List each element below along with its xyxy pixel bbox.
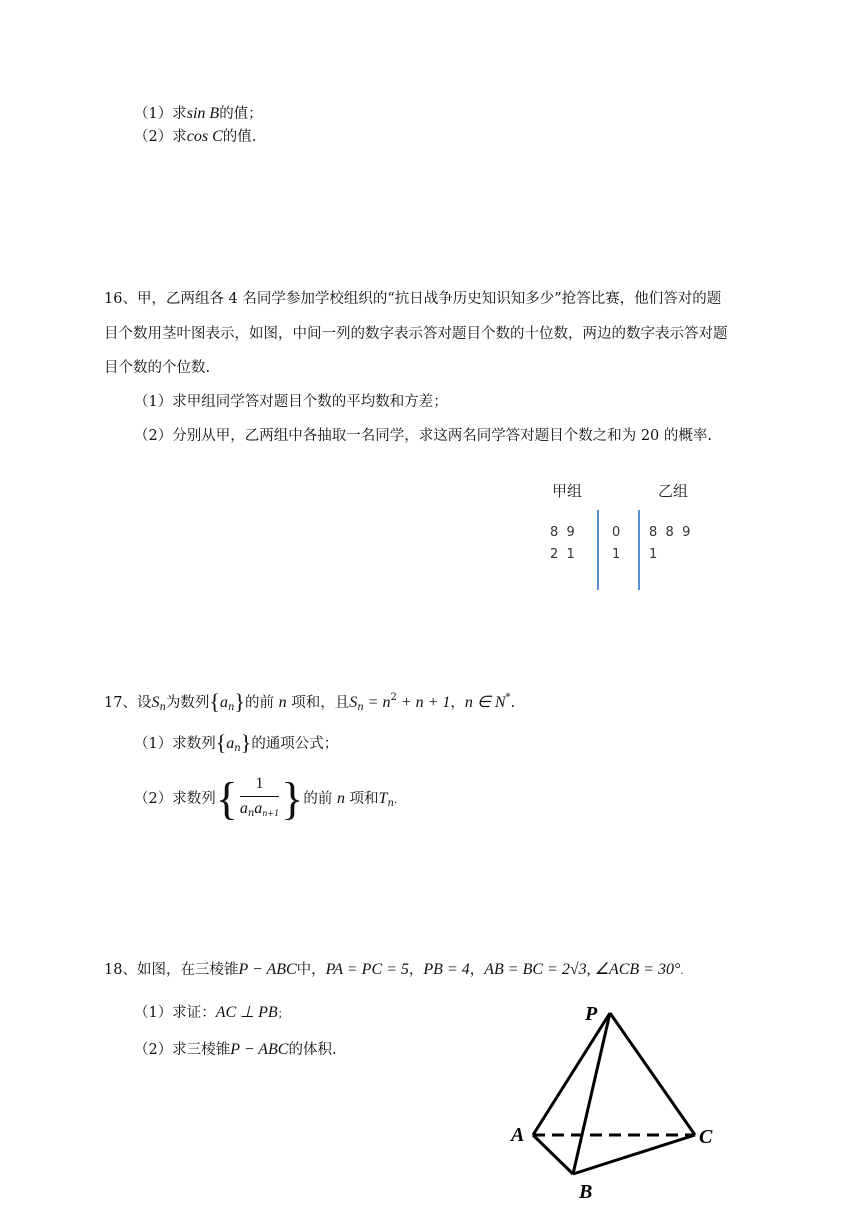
- q17-part2-mid: 的前: [303, 791, 333, 807]
- q18-part2-prefix: （2）求三棱锥: [134, 1042, 231, 1058]
- q17-S-sub: n: [159, 702, 166, 713]
- q17-part2-brace-open: {: [215, 773, 238, 824]
- edge-BC: [573, 1135, 695, 1174]
- q17-part1-brace-open: {: [215, 730, 227, 755]
- edge-PC: [610, 1013, 695, 1135]
- stem-leaf-plot: [540, 478, 740, 598]
- q17-part2-prefix: （2）求数列: [134, 791, 216, 807]
- q17-fraction: [240, 774, 279, 824]
- stem-leaf-row1-stem: 0: [612, 525, 621, 540]
- tetrahedron-figure: [505, 995, 735, 1205]
- vertex-label-P: P: [585, 1003, 598, 1025]
- q17-S: S: [151, 694, 160, 711]
- q15-part2-suffix: 的值.: [222, 129, 257, 145]
- q17-part1-a-sub: n: [234, 743, 241, 754]
- q18-part1: [134, 1003, 289, 1024]
- q17-text1: 为数列: [165, 695, 210, 711]
- edge-PB: [573, 1013, 610, 1174]
- q18-stem: [104, 960, 684, 982]
- q15-part1: [134, 104, 263, 124]
- q17-part2-brace-close: }: [281, 773, 304, 824]
- q17-part1-a: a: [226, 735, 235, 752]
- q17-part1-suffix: 的通项公式；: [251, 736, 339, 752]
- q17-end: .: [510, 695, 516, 711]
- q17-part2-mid2: 项和: [349, 791, 379, 807]
- q17-brace-close: }: [234, 689, 245, 714]
- q17-part2-n: n: [336, 790, 345, 807]
- q17-a-sub: n: [227, 702, 235, 713]
- stem-leaf-row1-left: 8 9: [550, 525, 575, 540]
- q17-T-sub: n: [387, 798, 394, 809]
- stem-divider-right: [638, 510, 640, 590]
- q18-comma2: ，: [469, 962, 485, 978]
- q17-part1-brace-close: }: [240, 730, 252, 755]
- q17-text3: 项和，且: [291, 695, 350, 711]
- q18-cond2: PB = 4: [423, 961, 470, 978]
- q17-eq: = n: [363, 694, 391, 711]
- q17-prefix: 17、设: [104, 695, 152, 711]
- vertex-label-A: A: [511, 1124, 525, 1146]
- q17-fraction-numerator: 1: [240, 774, 279, 797]
- q15-part1-prefix: （1）求: [134, 106, 187, 122]
- q17-T: T: [378, 790, 388, 807]
- q18-part1-suffix: ；: [277, 1007, 289, 1020]
- q15-part2-prefix: （2）求: [134, 129, 187, 145]
- stem-divider-left: [597, 510, 599, 590]
- q17-comma: ，: [450, 695, 465, 711]
- q16-line3: 目个数的个位数.: [104, 360, 211, 376]
- q17-den-a2: a: [254, 800, 263, 817]
- q17-den-sub2: n+1: [262, 809, 280, 818]
- q15-part1-math: sin B: [186, 105, 220, 122]
- q18-part1-prefix: （1）求证：: [134, 1005, 216, 1021]
- q18-part2-suffix: 的体积.: [288, 1042, 337, 1058]
- q17-part2: [134, 774, 397, 824]
- q17-den-a1: a: [239, 800, 248, 817]
- q18-part2: [134, 1040, 337, 1060]
- q18-cond1: PA = PC = 5: [325, 961, 409, 978]
- q17-eq2: + n + 1: [396, 694, 451, 711]
- q18-comma1: ，: [408, 962, 424, 978]
- q18-mid: 中，: [296, 962, 326, 978]
- q17-text2: 的前: [244, 695, 274, 711]
- stem-leaf-right-header: 乙组: [658, 482, 689, 500]
- q18-prefix: 18、如图，在三棱锥: [104, 962, 239, 978]
- stem-leaf-row2-stem: 1: [612, 547, 621, 562]
- q17-n: n: [278, 694, 287, 711]
- q15-part1-suffix: 的值；: [219, 106, 263, 122]
- q17-square: 2: [390, 692, 397, 703]
- vertex-label-C: C: [699, 1126, 713, 1148]
- q18-cond3: AB = BC = 2√3, ∠ACB = 30°: [484, 961, 681, 978]
- stem-leaf-row2-left: 2 1: [550, 547, 575, 562]
- q15-part2-math: cos C: [186, 128, 223, 145]
- q17-domain: n ∈ N: [464, 694, 506, 711]
- q17-fraction-denominator: [240, 797, 279, 824]
- q18-part1-math: AC ⊥ PB: [215, 1004, 278, 1021]
- q17-brace-open: {: [209, 689, 220, 714]
- q17-S2: S: [349, 694, 358, 711]
- edge-AB: [533, 1135, 573, 1174]
- q18-end: .: [680, 966, 684, 977]
- edge-PA: [533, 1013, 610, 1135]
- q17-S2-sub: n: [357, 702, 364, 713]
- q16-part1: （1）求甲组同学答对题目个数的平均数和方差；: [134, 394, 448, 410]
- q17-part1-prefix: （1）求数列: [134, 736, 216, 752]
- q18-part2-math: P − ABC: [230, 1041, 289, 1058]
- q17-stem: [104, 688, 515, 718]
- vertex-label-B: B: [579, 1181, 593, 1203]
- q17-a: a: [219, 694, 228, 711]
- q17-star: *: [505, 692, 511, 703]
- q18-pabc: P − ABC: [238, 961, 297, 978]
- q15-part2: [134, 127, 256, 147]
- q16-part2: （2）分别从甲，乙两组中各抽取一名同学，求这两名同学答对题目个数之和为 20 的概率.: [134, 428, 712, 444]
- q17-part1: [134, 730, 339, 759]
- q16-line1: 16、甲，乙两组各 4 名同学参加学校组织的“抗日战争历史知识知多少”抢答比赛，他们答对的题: [104, 291, 722, 307]
- q17-den-sub1: n: [247, 808, 255, 819]
- stem-leaf-row1-right: 8 8 9: [649, 525, 691, 540]
- stem-leaf-row2-right: 1: [649, 547, 658, 562]
- q16-line2: 目个数用茎叶图表示，如图，中间一列的数字表示答对题目个数的十位数，两边的数字表示答对题: [104, 326, 728, 342]
- stem-leaf-left-header: 甲组: [552, 482, 583, 500]
- q17-part2-end: .: [393, 795, 398, 806]
